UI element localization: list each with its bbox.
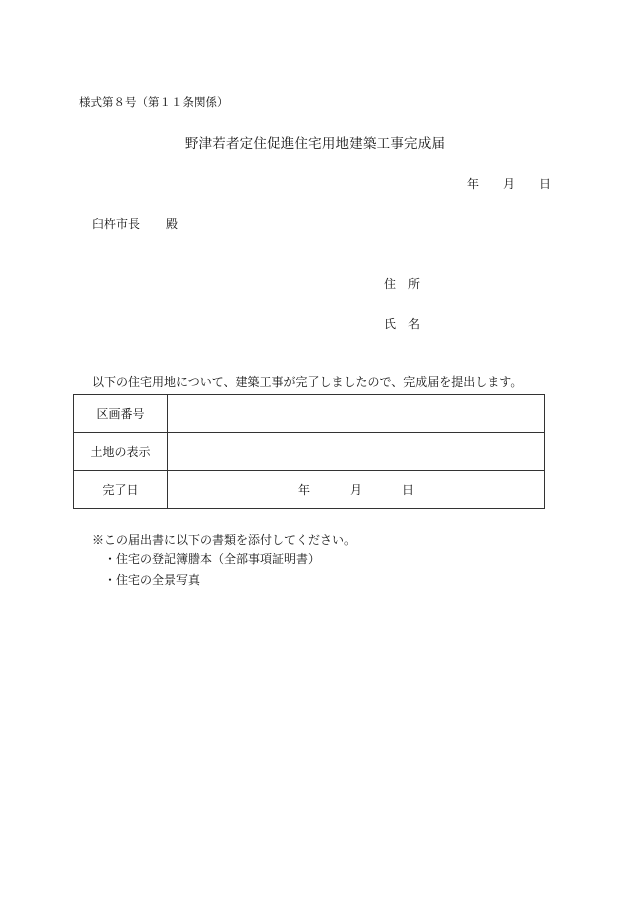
form-number: 様式第８号（第１１条関係） <box>79 95 229 109</box>
recipient <box>92 218 178 230</box>
completion-month-label: 月 <box>349 483 362 497</box>
attachment-note: ※この届出書に以下の書類を添付してください。 <box>92 533 357 547</box>
name-char-2: 名 <box>408 317 421 331</box>
attachment-item: ・住宅の全景写真 <box>104 573 201 587</box>
submission-date <box>467 178 551 190</box>
document-title: 野津若者定住促進住宅用地建築工事完成届 <box>184 136 446 152</box>
day-label: 日 <box>538 177 551 191</box>
applicant-name-label <box>384 318 420 330</box>
lot-number-field[interactable] <box>168 395 545 433</box>
completion-date-field[interactable] <box>168 471 545 509</box>
intro-text: 以下の住宅用地について、建築工事が完了しましたので、完成届を提出します。 <box>92 375 523 389</box>
address-char-1: 住 <box>384 277 397 291</box>
month-label: 月 <box>502 177 515 191</box>
table-row <box>74 433 545 471</box>
year-label: 年 <box>466 177 479 191</box>
lot-number-label: 区画番号 <box>74 395 168 433</box>
table-row <box>74 395 545 433</box>
table-row <box>74 471 545 509</box>
lot-info-table <box>73 394 545 509</box>
attachment-item: ・住宅の登記簿謄本（全部事項証明書） <box>104 552 321 566</box>
recipient-name: 臼杵市長 <box>92 217 141 231</box>
completion-day-label: 日 <box>402 483 415 497</box>
land-description-field[interactable] <box>168 433 545 471</box>
completion-year-label: 年 <box>297 483 310 497</box>
recipient-honorific: 殿 <box>166 217 179 231</box>
name-char-1: 氏 <box>384 317 397 331</box>
land-description-label: 土地の表示 <box>74 433 168 471</box>
address-char-2: 所 <box>408 277 421 291</box>
completion-date-label: 完了日 <box>74 471 168 509</box>
applicant-address-label <box>384 278 420 290</box>
